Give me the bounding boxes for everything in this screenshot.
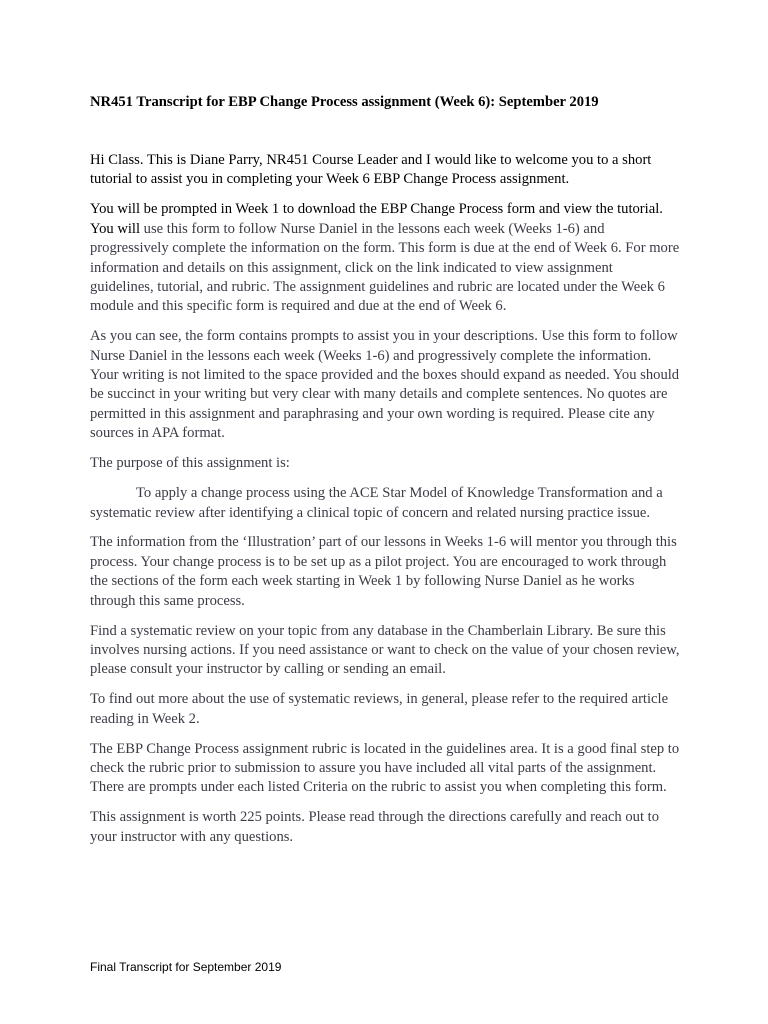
paragraph-prompt-lead: You will be prompted in Week 1 to download the EBP Change Process form and view the tutorial. You will	[90, 201, 663, 237]
paragraph-form-prompts: As you can see, the form contains prompts to assist you in your descriptions. Use this form to follow Nurse Daniel in the lessons each week (Weeks 1-6) and progressively complete the information. Your writing is not limited to the space provided and the boxes should expand as needed. You should be succinct in your writing but very clear with many details and complete sentences. No quotes are permitted in this assignment and paraphrasing and your own wording is required. Please cite any sources in APA format.	[90, 328, 680, 442]
paragraph-systematic-review: Find a systematic review on your topic from any database in the Chamberlain Library. Be sure this involves nursing actions. If you need assistance or want to check on the value of your chosen review, please consult your instructor by calling or sending an email.	[90, 622, 680, 678]
page-footer: Final Transcript for September 2019	[90, 960, 282, 974]
paragraph-prompt-rest: use this form to follow Nurse Daniel in the lessons each week (Weeks 1-6) and progressively complete the information on the form. This form is due at the end of Week 6. For more information and details on this assignment, click on the link indicated to view assignment guidelines, tutorial, and rubric. The assignment guidelines and rubric are located under the Week 6 module and this specific form is required and due at the end of Week 6.	[90, 220, 680, 315]
paragraph-intro: Hi Class. This is Diane Parry, NR451 Course Leader and I would like to welcome you to a short tutorial to assist you in completing your Week 6 EBP Change Process assignment.	[90, 152, 652, 188]
paragraph-prompt	[90, 200, 680, 316]
paragraph-points: This assignment is worth 225 points. Please read through the directions carefully and reach out to your instructor with any questions.	[90, 809, 660, 845]
document-title: NR451 Transcript for EBP Change Process assignment (Week 6): September 2019	[90, 94, 599, 110]
paragraph-reading: To find out more about the use of systematic reviews, in general, please refer to the required article reading in Week 2.	[90, 691, 669, 727]
paragraph-rubric: The EBP Change Process assignment rubric is located in the guidelines area. It is a good final step to check the rubric prior to submission to assure you have included all vital parts of the assignment. There are prompts under each listed Criteria on the rubric to assist you when completing this form.	[90, 740, 680, 796]
document-body	[90, 151, 680, 858]
paragraph-illustration: The information from the ‘Illustration’ part of our lessons in Weeks 1-6 will mentor you through this process. Your change process is to be set up as a pilot project. You are encouraged to work through the sections of the form each week starting in Week 1 by following Nurse Daniel as he works through this same process.	[90, 534, 677, 609]
paragraph-purpose-lead: The purpose of this assignment is:	[90, 455, 290, 472]
paragraph-purpose: To apply a change process using the ACE Star Model of Knowledge Transformation and a systematic review after identifying a clinical topic of concern and related nursing practice issue.	[90, 485, 663, 521]
